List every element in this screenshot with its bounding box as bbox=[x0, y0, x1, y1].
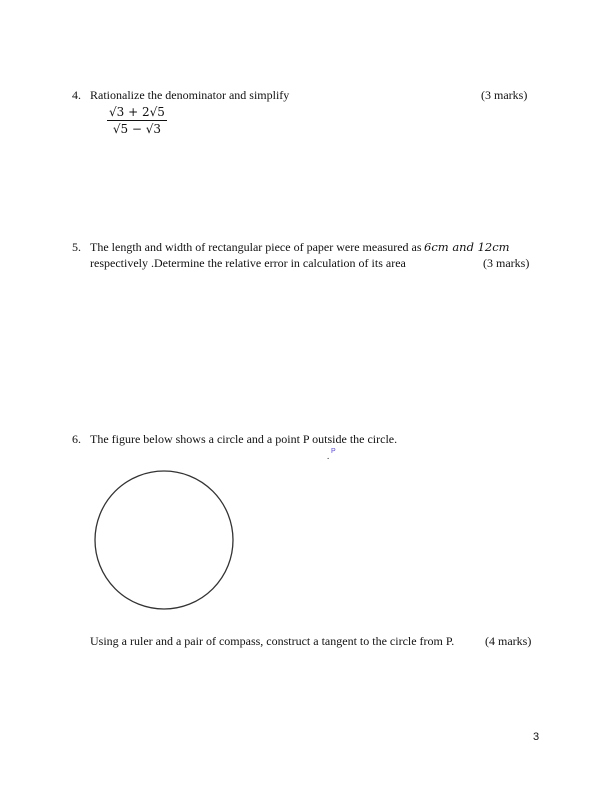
q4-fraction bbox=[107, 104, 167, 137]
q4-number: 4. bbox=[72, 88, 81, 102]
exam-page: 4. Rationalize the denominator and simplify (3 marks) $\frac{√3 + 2√5}{√5 - √3}$ 5. The length and width of rectangular piece of paper were measured as 6cm and 12cm respectively .Determine the relative error in calculation of its area (3 marks) 6. The figure below shows a circle and a point P outside the circle. . P Using a ruler and a pair of compass, construct a tangent to the circle from P. (4 marks) 3 bbox=[0, 0, 612, 792]
page-number: 3 bbox=[533, 731, 540, 743]
q5-line1: The length and width of rectangular piece of paper were measured as bbox=[90, 240, 422, 254]
circle bbox=[95, 471, 233, 609]
q4-numerator: √3 + 2√5 bbox=[109, 105, 165, 119]
q6-marks: (4 marks) bbox=[485, 634, 532, 648]
q6-text: The figure below shows a circle and a point P outside the circle. bbox=[90, 432, 398, 446]
point-p-label: P bbox=[331, 448, 336, 455]
q6-instruction: Using a ruler and a pair of compass, construct a tangent to the circle from P. bbox=[90, 634, 455, 648]
q5-number: 5. bbox=[72, 240, 81, 254]
circle-figure bbox=[90, 465, 240, 615]
q4-marks: (3 marks) bbox=[481, 88, 528, 102]
q5-marks: (3 marks) bbox=[483, 256, 530, 270]
q4-text: Rationalize the denominator and simplify bbox=[90, 88, 290, 102]
q5-line2: respectively .Determine the relative error in calculation of its area bbox=[90, 256, 406, 270]
q6-number: 6. bbox=[72, 432, 81, 446]
q4-denominator: √5 − √3 bbox=[112, 122, 162, 136]
q5-math: 6cm and 12cm bbox=[424, 240, 510, 254]
